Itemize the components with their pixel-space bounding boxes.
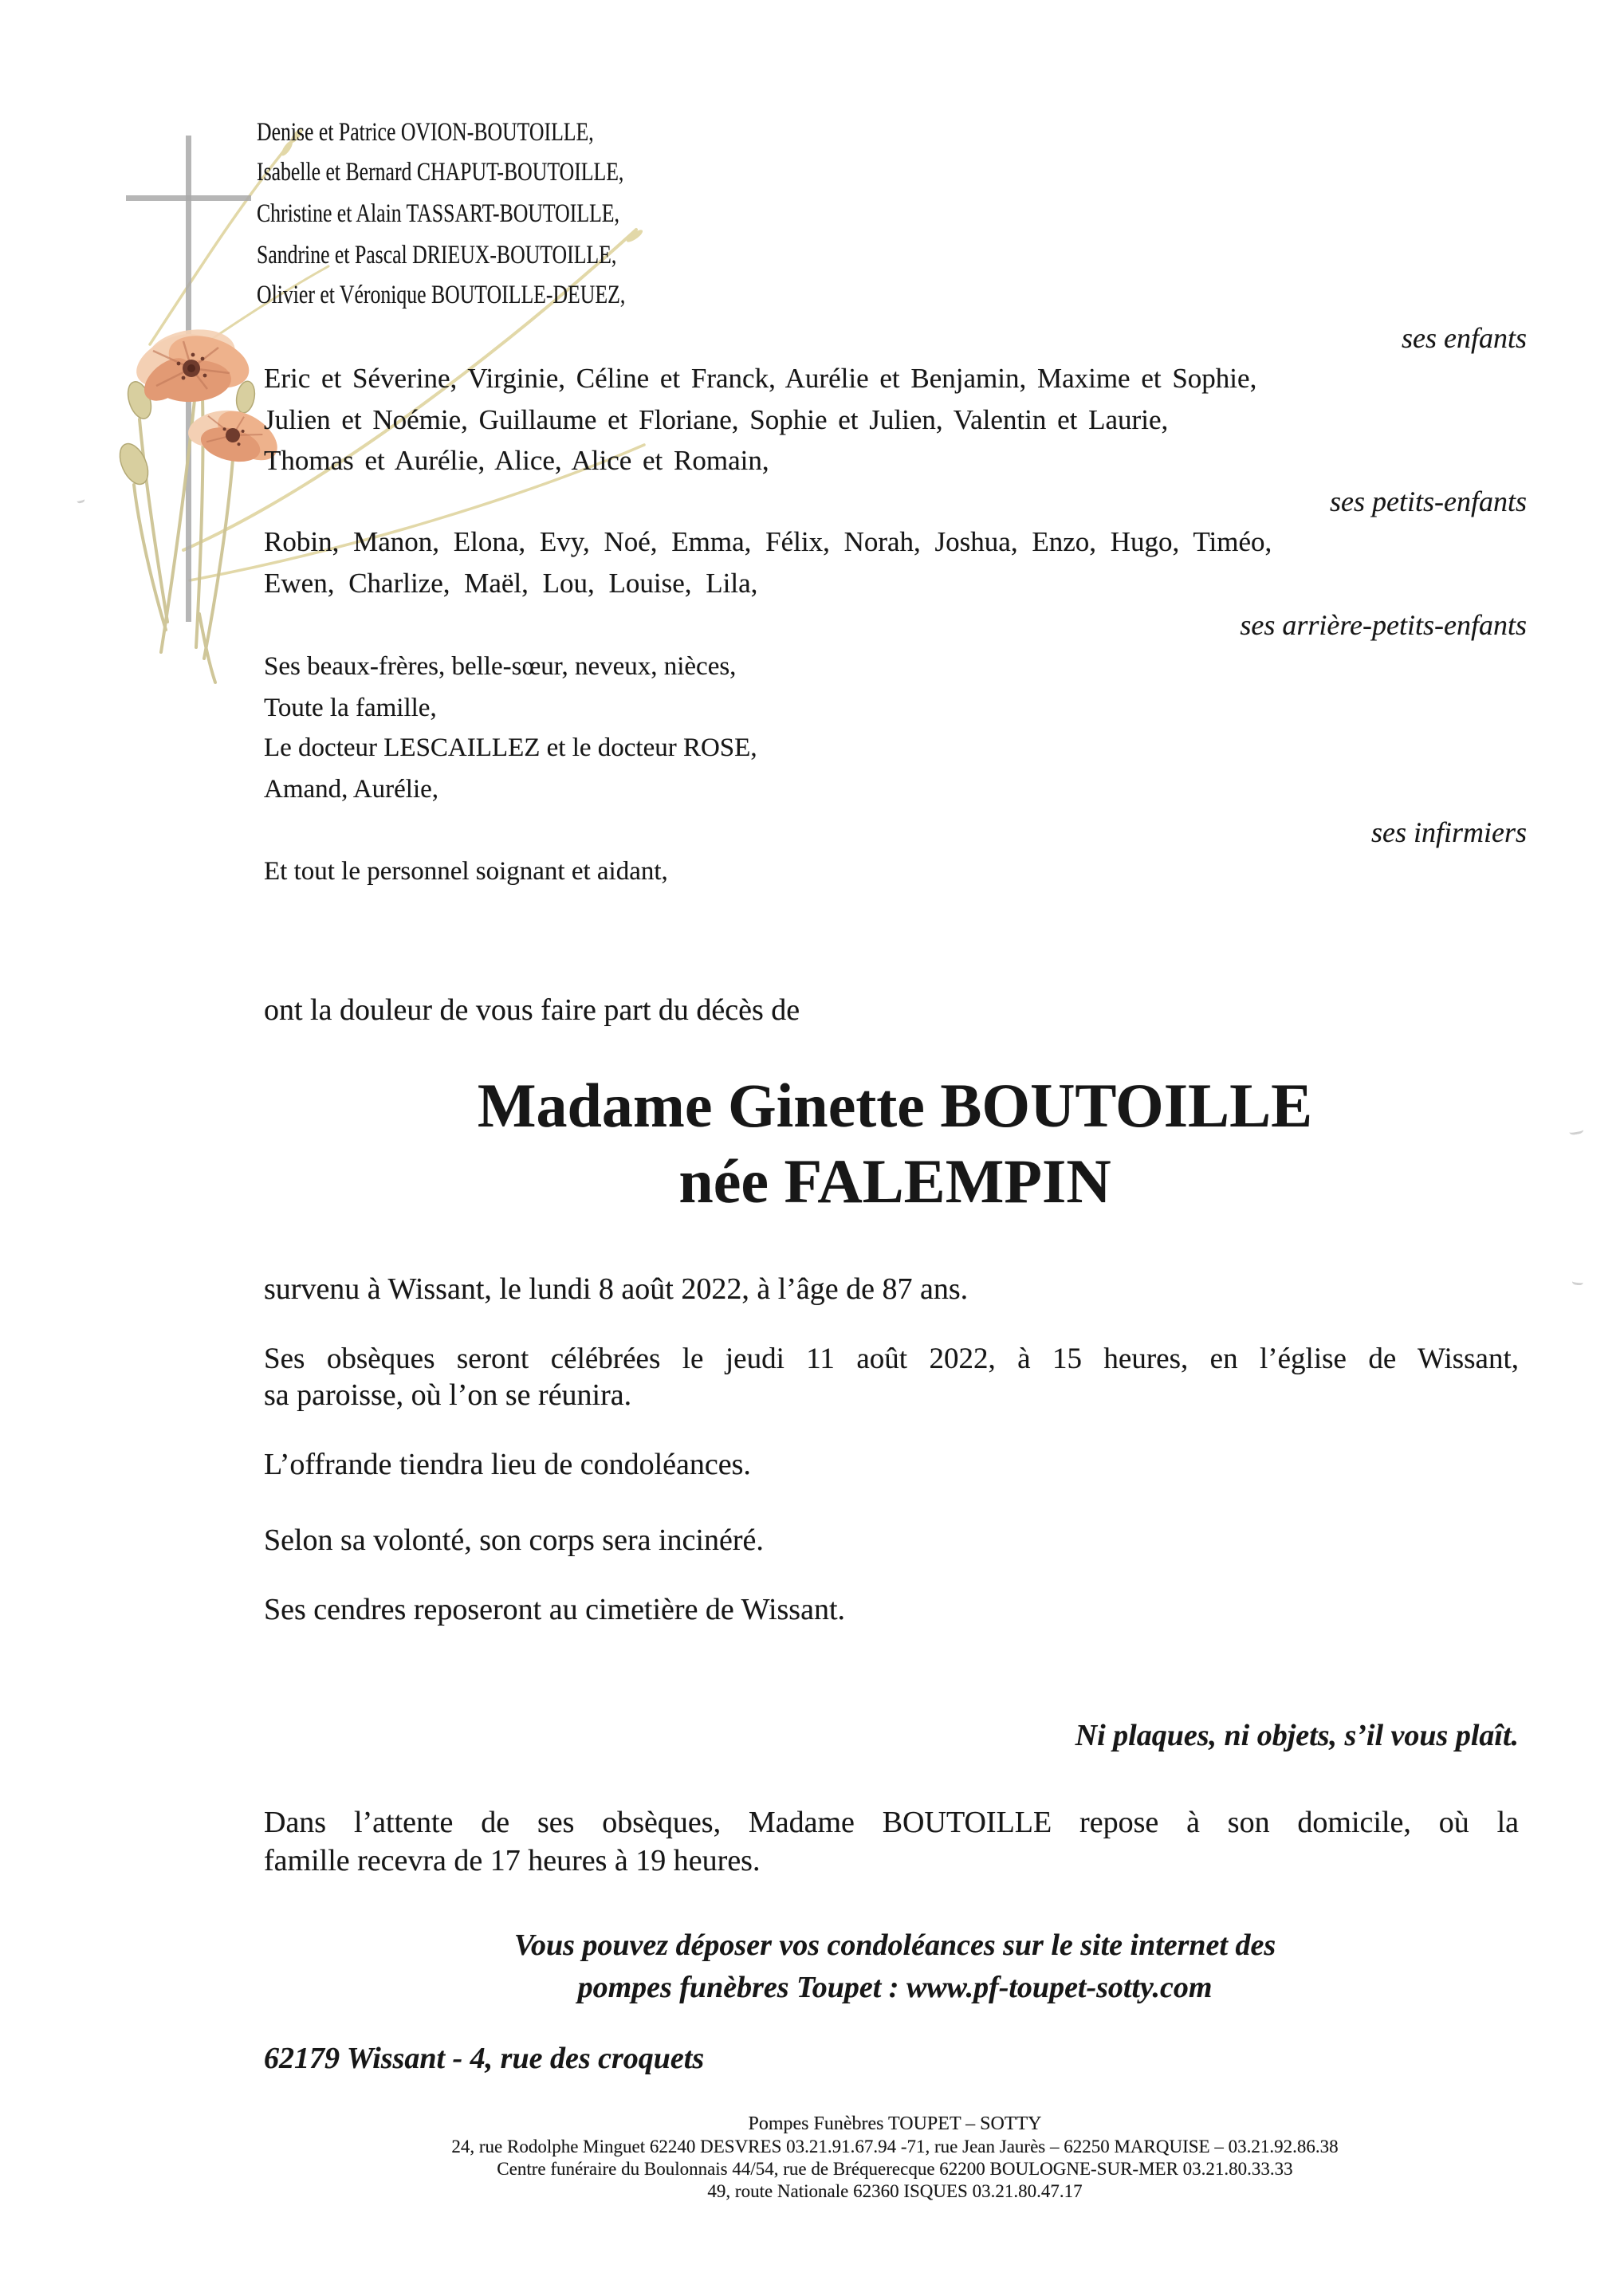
funeral-home-name: Pompes Funèbres TOUPET – SOTTY xyxy=(748,2113,1042,2134)
funeral-details: Ses obsèques seront célébrées le jeudi 11 août 2022, à 15 heures, en l’église de Wissant, xyxy=(264,1343,1519,1375)
death-details: survenu à Wissant, le lundi 8 août 2022, à l’âge de 87 ans. xyxy=(264,1272,969,1306)
visitation-line: famille recevra de 17 heures à 19 heures. xyxy=(264,1844,761,1877)
staff-line: Et tout le personnel soignant et aidant, xyxy=(264,857,668,886)
funeral-details: sa paroisse, où l’on se réunira. xyxy=(264,1378,632,1412)
maiden-name: née FALEMPIN xyxy=(678,1146,1111,1216)
scan-speck xyxy=(1572,1276,1584,1285)
children-line: Sandrine et Pascal DRIEUX-BOUTOILLE, xyxy=(257,241,617,269)
great-grandchildren-line: Ewen, Charlize, Maël, Lou, Louise, Lila, xyxy=(264,568,758,599)
grandchildren-line: Eric et Séverine, Virginie, Céline et Franck, Aurélie et Benjamin, Maxime et Sophie, xyxy=(264,363,1257,394)
relatives-line: Toute la famille, xyxy=(264,694,437,722)
children-line: Olivier et Véronique BOUTOILLE-DEUEZ, xyxy=(257,281,626,309)
label-children: ses enfants xyxy=(1402,322,1527,354)
no-plaques-request: Ni plaques, ni objets, s’il vous plaît. xyxy=(1075,1719,1519,1752)
relatives-line: Amand, Aurélie, xyxy=(264,775,439,804)
funeral-home-agency: 49, route Nationale 62360 ISQUES 03.21.80.47.17 xyxy=(707,2181,1083,2201)
offering-line: L’offrande tiendra lieu de condoléances. xyxy=(264,1448,751,1481)
condolences-website-line: Vous pouvez déposer vos condoléances sur le site internet des xyxy=(513,1928,1276,1962)
great-grandchildren-line: Robin, Manon, Elona, Evy, Noé, Emma, Félix, Norah, Joshua, Enzo, Hugo, Timéo, xyxy=(264,526,1272,557)
relatives-line: Le docteur LESCAILLEZ et le docteur ROSE, xyxy=(264,733,757,762)
funeral-home-agency: 24, rue Rodolphe Minguet 62240 DESVRES 03.21.91.67.94 -71, rue Jean Jaurès – 62250 MARQUISE – 03.21.92.86.38 xyxy=(451,2137,1339,2156)
relatives-line: Ses beaux-frères, belle-sœur, neveux, nièces, xyxy=(264,652,737,681)
children-line: Isabelle et Bernard CHAPUT-BOUTOILLE, xyxy=(257,158,624,187)
grandchildren-line: Julien et Noémie, Guillaume et Floriane, Sophie et Julien, Valentin et Laurie, xyxy=(264,404,1169,435)
condolences-website-line: pompes funèbres Toupet : www.pf-toupet-sotty.com xyxy=(577,1971,1213,2004)
label-nurses: ses infirmiers xyxy=(1370,816,1527,848)
scan-speck xyxy=(1568,1125,1584,1136)
intro-line: ont la douleur de vous faire part du décès de xyxy=(264,993,800,1027)
home-address: 62179 Wissant - 4, rue des croquets xyxy=(264,2042,705,2075)
children-line: Christine et Alain TASSART-BOUTOILLE, xyxy=(257,199,619,228)
cremation-line: Selon sa volonté, son corps sera incinéré. xyxy=(264,1523,764,1557)
label-grandchildren: ses petits-enfants xyxy=(1330,486,1527,517)
funeral-home-agency: Centre funéraire du Boulonnais 44/54, rue de Bréquerecque 62200 BOULOGNE-SUR-MER 03.21.80.33.33 xyxy=(497,2159,1293,2179)
grandchildren-line: Thomas et Aurélie, Alice, Alice et Romain, xyxy=(264,445,769,476)
visitation-line: Dans l’attente de ses obsèques, Madame BOUTOILLE repose à son domicile, où la xyxy=(264,1806,1519,1839)
deceased-name: Madame Ginette BOUTOILLE xyxy=(477,1071,1313,1140)
children-line: Denise et Patrice OVION-BOUTOILLE, xyxy=(257,118,594,147)
label-great-grandchildren: ses arrière-petits-enfants xyxy=(1240,609,1527,641)
ashes-line: Ses cendres reposeront au cimetière de Wissant. xyxy=(264,1593,846,1626)
